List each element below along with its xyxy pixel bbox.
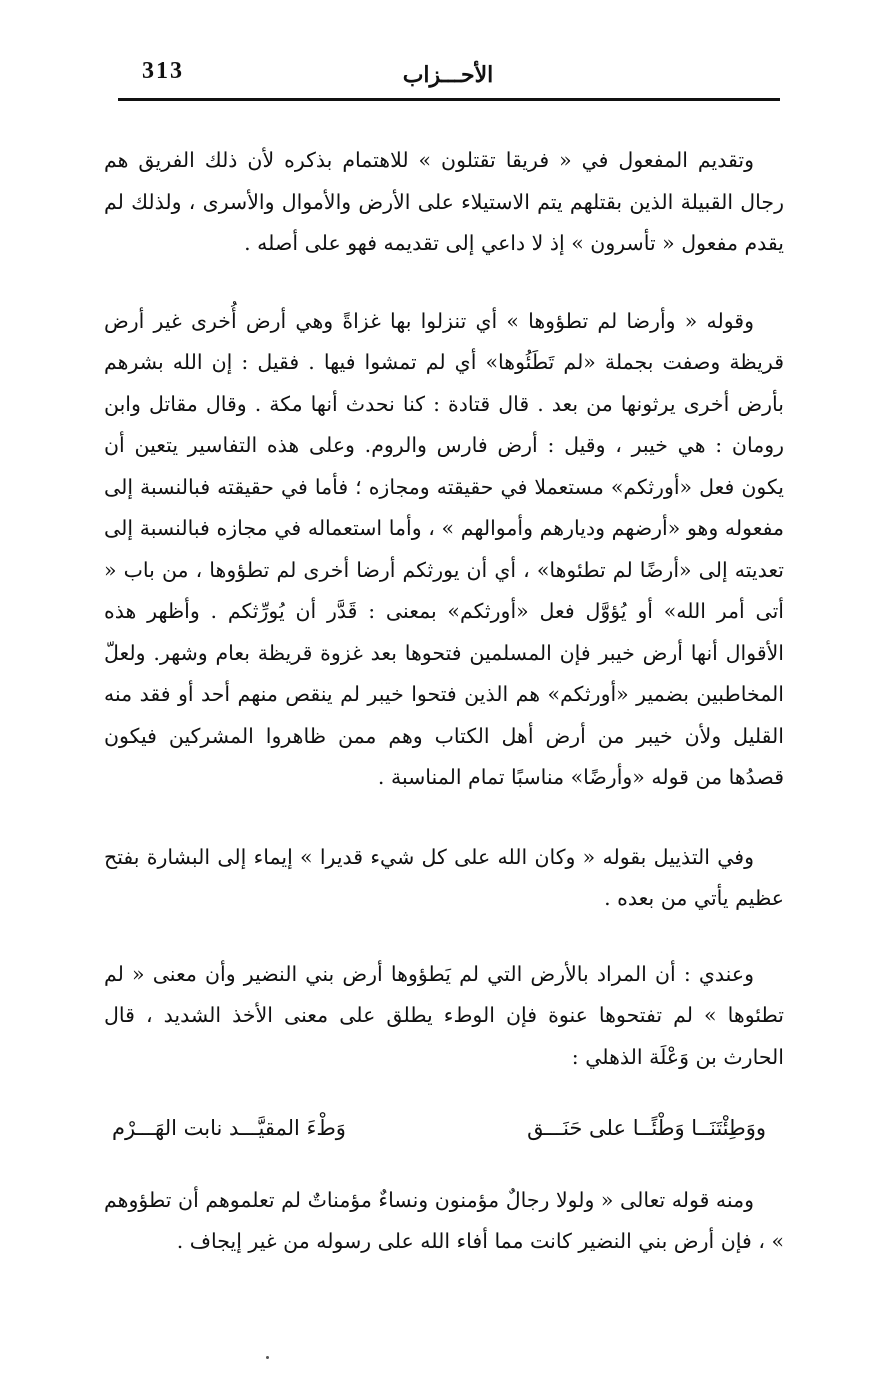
verse-first-hemistich: ووَطِئْتَنَــا وَطْئًــا على حَنَـــق <box>527 1116 766 1140</box>
paragraph-1: وتقديم المفعول في « فريقا تقتلون » للاهتمام بذكره لأن ذلك الفريق هم رجال القبيلة الذين بقتلهم يتم الاستيلاء على الأرض والأموال والأسرى ، ولذلك لم يقدم مفعول « تأسرون » إذ لا داعي إلى تقديمه فهو على أصله . <box>104 148 784 255</box>
verse-second-hemistich: وَطْءَ المقيَّـــد نابت الهَـــرْم <box>112 1116 346 1140</box>
page-number: 313 <box>142 58 184 84</box>
page-header <box>118 56 778 96</box>
paragraph-3: وفي التذييل بقوله « وكان الله على كل شيء قديرا » إيماء إلى البشارة بفتح عظيم يأتي من بعده . <box>104 844 784 910</box>
paragraph-4: وعندي : أن المراد بالأرض التي لم يَطؤوها أرض بني النضير وأن معنى « لم تطئوها » لم تفتحوها عنوة فإن الوطء يطلق على معنى الأخذ الشديد ، قال الحارث بن وَعْلَة الذهلي : <box>104 961 784 1069</box>
body-text <box>104 140 784 1263</box>
running-title: الأحـــزاب <box>402 62 494 88</box>
poetry-verse <box>104 1108 784 1150</box>
paragraph-2: وقوله « وأرضا لم تطؤوها » أي تنزلوا بها غزاةً وهي أرض أُخرى غير أرض قريظة وصفت بجملة «لم تَطَئُوها» أي لم تمشوا فيها . فقيل : إن الله بشرهم بأرض أخرى يرثونها من بعد . قال قتادة : كنا نحدث أنها مكة . وقال مقاتل وابن رومان : هي خيبر ، وقيل : أرض فارس والروم. وعلى هذه التفاسير يتعين أن يكون فعل «أورثكم» مستعملا في حقيقته ومجازه ؛ فأما في حقيقته فبالنسبة إلى مفعوله وهو «أرضهم وديارهم وأموالهم » ، وأما استعماله في مجازه فبالنسبة إلى تعديته إلى «أرضًا لم تطئوها» ، أي أن يورثكم أرضا أخرى لم تطؤوها ، من باب « أتى أمر الله» أو يُؤوَّل فعل «أورثكم» بمعنى : قَدَّر أن يُورِّثكم . وأظهر هذه الأقوال أنها أرض خيبر فإن المسلمين فتحوها بعد غزوة قريظة بعام وشهر. ولعلّ المخاطبين بضمير «أورثكم» هم الذين فتحوا خيبر لم ينقص منهم أحد أو فقد منه القليل ولأن خيبر من أرض أهل الكتاب وهم ممن ظاهروا المشركين فيكون قصدُها من قوله «وأرضًا» مناسبًا تمام المناسبة . <box>104 308 784 789</box>
scan-speck <box>266 1356 269 1359</box>
paragraph-5: ومنه قوله تعالى « ولولا رجالٌ مؤمنون ونساءٌ مؤمناتٌ لم تعلموهم أن تطؤوهم » ، فإن أرض بني النضير كانت مما أفاء الله على رسوله من غير إيجاف . <box>104 1187 784 1253</box>
header-rule <box>118 98 780 101</box>
